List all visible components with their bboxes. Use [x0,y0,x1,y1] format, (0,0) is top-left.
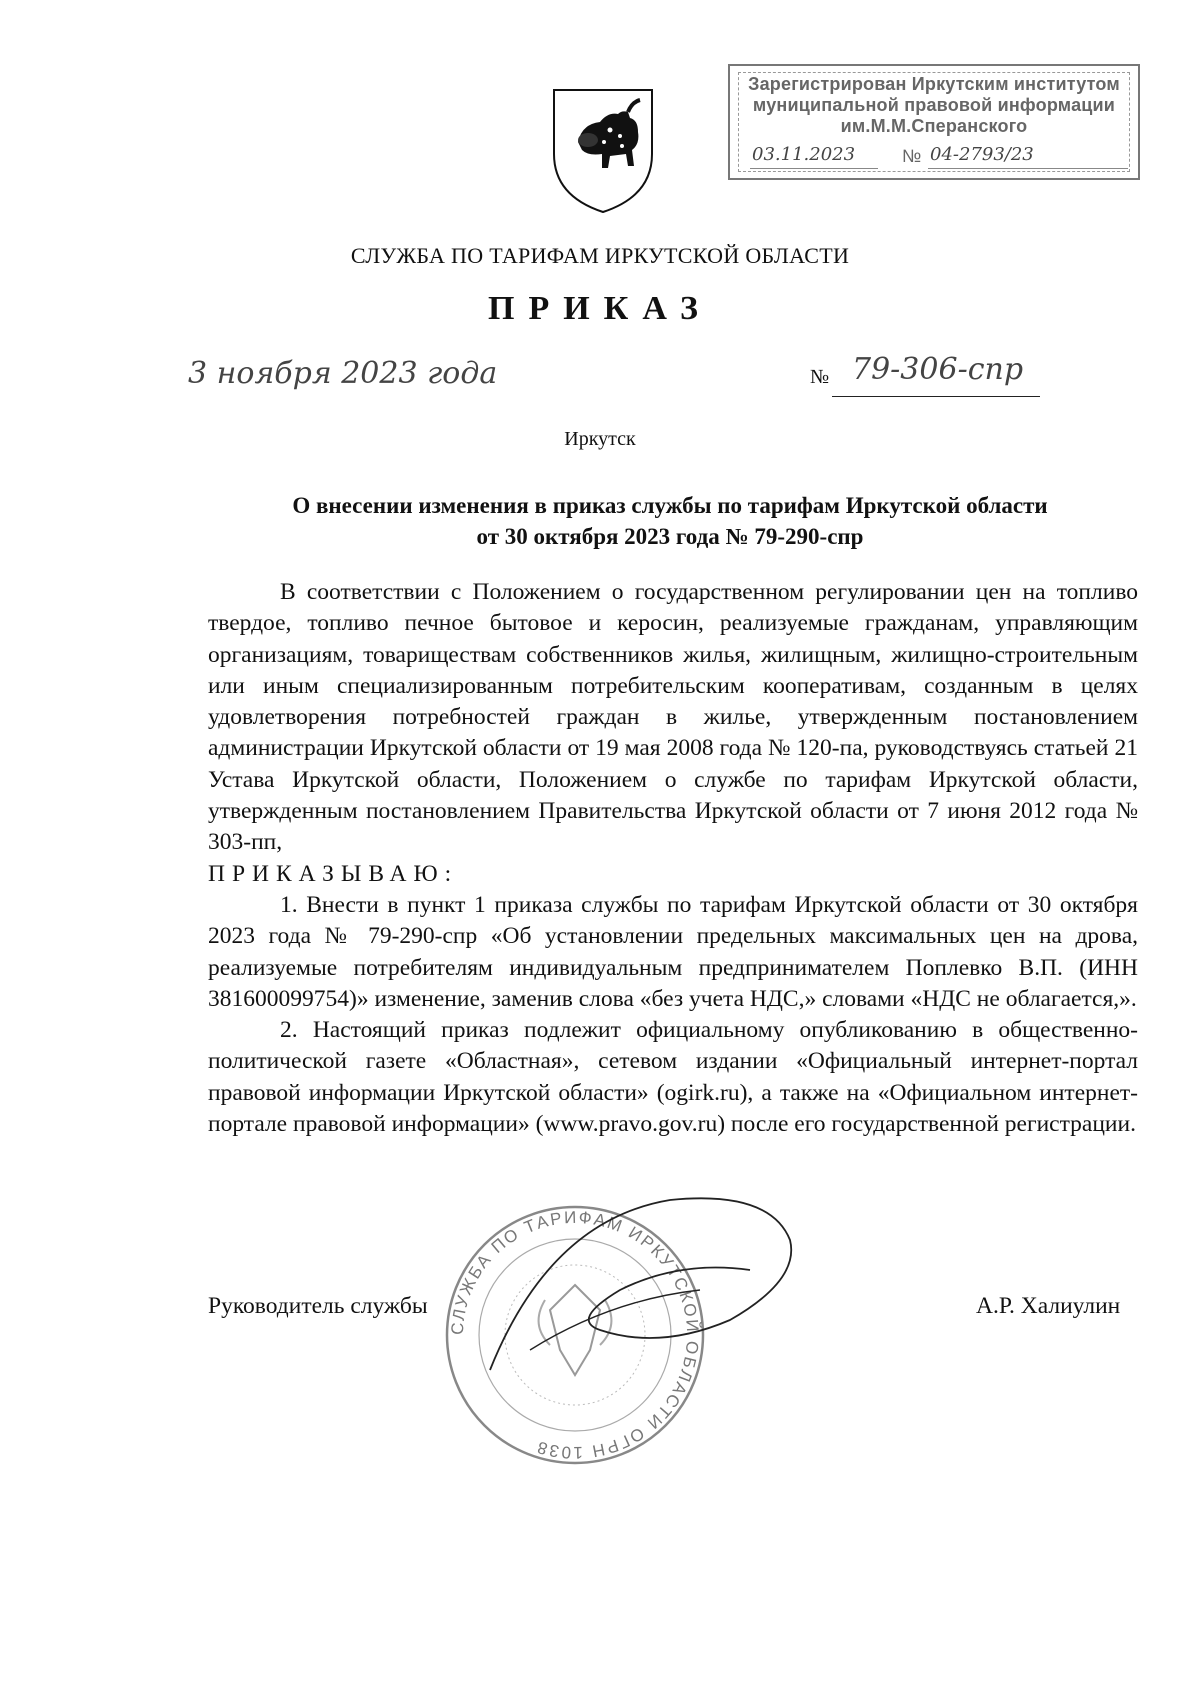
coat-of-arms-icon [548,84,658,216]
body-preamble: В соответствии с Положением о государственном регулировании цен на топливо твердое, топливо печное бытовое и керосин, реализуемые гражданам, управляющим организациям, товариществам собственников жилья, жилищным, жилищно-строительным или иным специализированным потребительским кооперативам, созданным в целях удовлетворения потребностей граждан в жилье, утвержденным постановлением администрации Иркутской области от 19 мая 2008 года № 120-па, руководствуясь статьей 21 Устава Иркутской области, Положением о службе по тарифам Иркутской области, утвержденным постановлением Правительства Иркутской области от 7 июня 2012 года № 303-пп, [208,579,1138,856]
handwritten-signature-icon [470,1180,830,1400]
registration-stamp [728,64,1140,180]
signatory-name: А.Р. Халиулин [976,1293,1121,1319]
title-line-1: О внесении изменения в приказ службы по тарифам Иркутской области [292,493,1048,518]
seal-text: СЛУЖБА ПО ТАРИФАМ ИРКУТСКОЙ ОБЛАСТИ ОГРН 1038 [447,1207,703,1463]
stamp-handwritten-row [752,144,1128,170]
stamp-line-2: муниципальной правовой информации [752,95,1116,115]
document-number-label: № [810,366,830,388]
title-line-2: от 30 октября 2023 года № 79-290-спр [476,524,864,549]
document-body [208,577,1138,1140]
stamp-number: 04-2793/23 [930,144,1034,165]
stamp-date-underline [750,168,878,169]
document-title [200,490,1140,552]
organization-name: СЛУЖБА ПО ТАРИФАМ ИРКУТСКОЙ ОБЛАСТИ [350,243,850,268]
body-order-word: ПРИКАЗЫВАЮ: [208,860,459,887]
document-city: Иркутск [564,428,636,450]
stamp-line-3: им.М.М.Сперанского [840,116,1028,136]
document-number: 79-306-спр [852,352,1024,387]
document-type: ПРИКАЗ [488,290,712,327]
body-item-2: 2. Настоящий приказ подлежит официальному опубликованию в общественно-политической газете «Областная», сетевом издании «Официальный интернет-портал правовой информации Иркутской области» (ogirk.ru), а также на «Официальном интернет-портале правовой информации» (www.pravo.gov.ru) после его государственной регистрации. [208,1017,1138,1138]
signatory-position: Руководитель службы [208,1293,428,1319]
stamp-number-underline [928,168,1128,169]
document-date: 3 ноября 2023 года [188,356,498,391]
stamp-line-1: Зарегистрирован Иркутским институтом [748,74,1120,94]
body-item-1: 1. Внести в пункт 1 приказа службы по тарифам Иркутской области от 30 октября 2023 года № 79-290-спр «Об установлении предельных максимальных цен на дрова, реализуемые потребителям индивидуальным предпринимателем Поплевко В.П. (ИНН 381600099754)» изменение, заменив слова «без учета НДС,» словами «НДС не облагается,». [208,891,1138,1012]
document-number-underline [832,396,1040,397]
stamp-number-label: № [902,146,922,166]
stamp-date: 03.11.2023 [752,144,856,165]
